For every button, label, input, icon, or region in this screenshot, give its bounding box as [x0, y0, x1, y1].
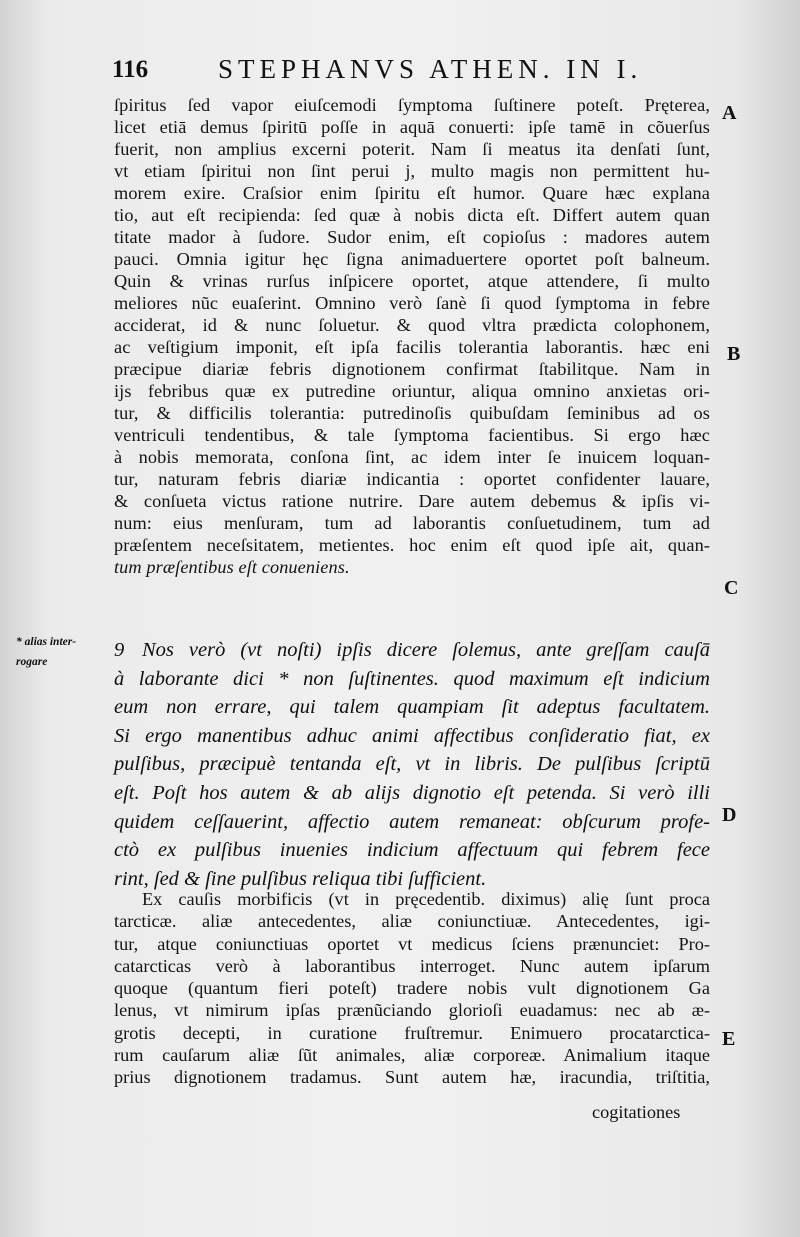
text-line: lenus, vt nimirum ipſas prænũciando glorioſi euadamus: nec ab æ- [114, 1000, 710, 1021]
text-line: pauci. Omnia igitur hęc ſigna animaduertere oportet poſt balneum. [114, 249, 710, 269]
text-line: morem exire. Craſsior enim ſpiritu eſt humor. Quare hæc explana [114, 183, 710, 203]
section-number: 9 [114, 639, 125, 661]
folio-number: 116 [112, 56, 149, 83]
page-header [112, 54, 712, 86]
text-line: eum non errare, qui talem quampiam ſit adeptus facultatem. [114, 696, 710, 719]
running-title: STEPHANVS ATHEN. IN I. [218, 54, 643, 84]
text-line: ſpiritus ſed vapor eiuſcemodi ſymptoma ſuſtinere poteſt. Pręterea, [114, 95, 710, 115]
side-letter-c: C [724, 577, 739, 599]
text-line: ac veſtigium imponit, eſt ipſa facilis tolerantia laborantis. hæc eni [114, 337, 710, 357]
text-line: tarcticæ. aliæ antecedentes, aliæ coniunctiuæ. Antecedentes, igi- [114, 911, 710, 932]
side-letter-d: D [722, 804, 737, 826]
text-line: quidem ceſſauerint, affectio autem remaneat: obſcurum profe- [114, 810, 710, 833]
text-line: à nobis memorata, conſona ſint, ac idem inter ſe inuicem loquan- [114, 447, 710, 467]
text-line: grotis decepti, in curatione fruſtremur. Enimuero procatarctica- [114, 1022, 710, 1043]
text-line: Ex cauſis morbificis (vt in pręcedentib. diximus) alię ſunt proca [142, 889, 710, 909]
text-line: Si ergo manentibus adhuc animi affectibus conſideratio fiat, ex [114, 724, 710, 747]
text-line: quoque (quantum fieri poteſt) tradere nobis vult dignotionem Ga [114, 978, 710, 999]
text-line [114, 636, 710, 665]
text-line: catarcticas verò à laborantibus interroget. Nunc autem ipſarum [114, 955, 710, 976]
text-line: ijs febribus quæ ex putredine oriuntur, aliqua omnino anxietas ori- [114, 381, 710, 401]
text-line: tur, & difficilis tolerantia: putredinoſis quibuſdam ſeminibus ad os [114, 403, 710, 423]
text-line: præcipue diariæ febris dignotionem confirmat ſtabilitque. Nam in [114, 359, 710, 379]
text-line: à laborante dici * non ſuſtinentes. quod maximum eſt indicium [114, 667, 710, 690]
margin-note [16, 632, 108, 672]
text-line: vt etiam ſpiritui non ſint perui j, multo magis non permittent hu- [114, 161, 710, 181]
text-line: pulſibus, præcipuè tentanda eſt, vt in libris. De pulſibus ſcriptū [114, 753, 710, 776]
side-letter-e: E [722, 1028, 736, 1050]
text-line: tum præſentibus eſt conueniens. [114, 557, 350, 577]
text-line: acciderat, id & nunc ſoluetur. & quod vltra prædicta colophonem, [114, 315, 710, 335]
side-letter-a: A [722, 102, 737, 124]
margin-note-line: rogare [16, 656, 48, 668]
side-letter-b: B [727, 343, 741, 365]
text-line: eſt. Poſt hos autem & ab alijs dignotio eſt petenda. Si verò illi [114, 781, 710, 804]
text-line: meliores nũc euaſerint. Omnino verò ſanè ſi quod ſymptoma in febre [114, 293, 710, 313]
text-line: titate mador à ſudore. Sudor enim, eſt copioſus : madores autem [114, 227, 710, 247]
text-line: tio, aut eſt recipienda: ſed quæ à nobis dicta eſt. Differt autem quan [114, 205, 710, 225]
text-line: rint, ſed & ſine pulſibus reliqua tibi ſufficient. [114, 867, 487, 890]
text-line: ventriculi tendentibus, & tale ſymptoma facientibus. Si ergo hæc [114, 425, 710, 445]
text-line: & conſueta victus ratione nutrire. Dare autem debemus & ipſis vi- [114, 491, 710, 511]
text-line: licet etiā demus ſpiritū poſſe in aquā conuerti: ipſe tamē in cõuerſus [114, 117, 710, 137]
margin-note-line: * alias inter- [16, 636, 77, 648]
italic-line-text: Nos verò (vt noſti) ipſis dicere ſolemus, ante greſſam cauſā [142, 639, 710, 661]
text-line: præſentem neceſsitatem, metientes. hoc enim eſt quod ipſe ait, quan- [114, 535, 710, 555]
text-line: fuerit, non amplius excerni poterit. Nam ſi meatus ita denſati ſunt, [114, 139, 710, 159]
paragraph-2 [114, 888, 710, 1089]
catchword: cogitationes [592, 1102, 681, 1122]
text-line: ctò ex pulſibus inuenies indicium affectuum qui febrem fece [114, 839, 710, 862]
text-line: prius dignotionem tradamus. Sunt autem hæ, iracundia, triſtitia, [114, 1067, 710, 1088]
text-line: tur, naturam febris diariæ indicantia : oportet confidenter lauare, [114, 469, 710, 489]
text-line: rum cauſarum aliæ ſũt animales, aliæ corporeæ. Animalium itaque [114, 1045, 710, 1066]
text-line: Quin & vrinas rurſus inſpicere oportet, atque attendere, ſi multo [114, 271, 710, 291]
text-line: num: eius menſuram, tum ad laborantis conſuetudinem, tum ad [114, 513, 710, 533]
paragraph-1 [114, 94, 710, 578]
text-line: tur, atque coniunctiuas oportet vt medicus ſciens prænunciet: Pro- [114, 933, 710, 954]
italic-paragraph [114, 636, 710, 893]
